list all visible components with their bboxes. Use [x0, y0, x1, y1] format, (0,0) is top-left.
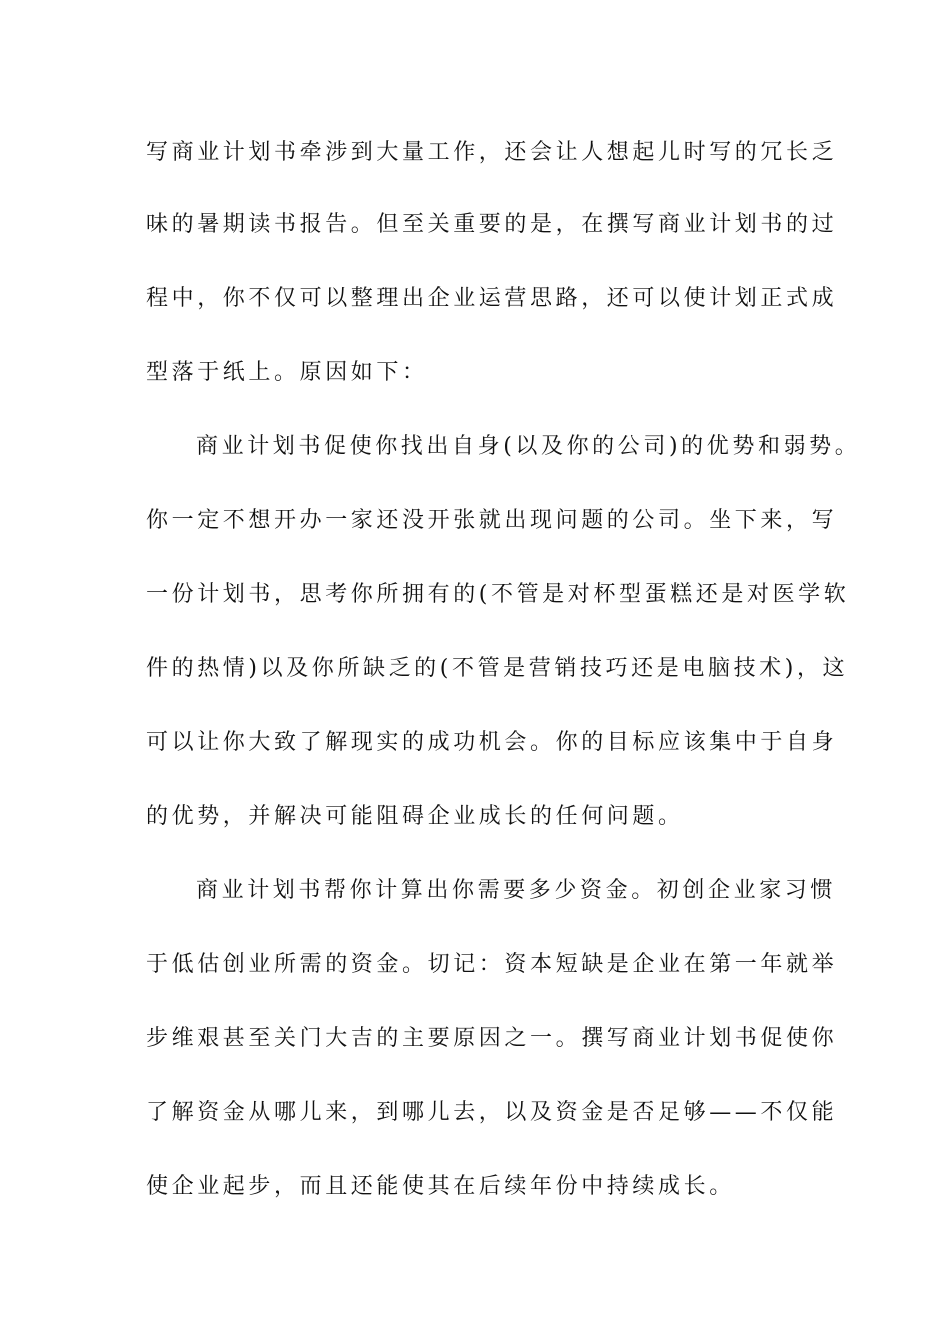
text-line: 一份计划书，思考你所拥有的(不管是对杯型蛋糕还是对医学软 [146, 582, 850, 607]
text-line: 的优势，并解决可能阻碍企业成长的任何问题。 [146, 804, 684, 829]
text-line: 型落于纸上。原因如下： [146, 360, 428, 385]
text-line: 步维艰甚至关门大吉的主要原因之一。撰写商业计划书促使你 [146, 1026, 838, 1051]
text-line: 你一定不想开办一家还没开张就出现问题的公司。坐下来，写 [146, 508, 838, 533]
text-line: 了解资金从哪儿来，到哪儿去，以及资金是否足够——不仅能 [146, 1100, 838, 1125]
text-line: 件的热情)以及你所缺乏的(不管是营销技巧还是电脑技术)，这 [146, 656, 849, 681]
text-line: 商业计划书帮你计算出你需要多少资金。初创企业家习惯 [196, 878, 837, 903]
text-line: 使企业起步，而且还能使其在后续年份中持续成长。 [146, 1174, 735, 1199]
text-line: 可以让你大致了解现实的成功机会。你的目标应该集中于自身 [146, 730, 838, 755]
text-line: 味的暑期读书报告。但至关重要的是，在撰写商业计划书的过 [146, 212, 838, 237]
text-line: 写商业计划书牵涉到大量工作，还会让人想起儿时写的冗长乏 [146, 140, 838, 165]
text-line: 商业计划书促使你找出自身(以及你的公司)的优势和弱势。 [196, 434, 861, 459]
text-line: 于低估创业所需的资金。切记：资本短缺是企业在第一年就举 [146, 952, 838, 977]
text-line: 程中，你不仅可以整理出企业运营思路，还可以使计划正式成 [146, 286, 838, 311]
